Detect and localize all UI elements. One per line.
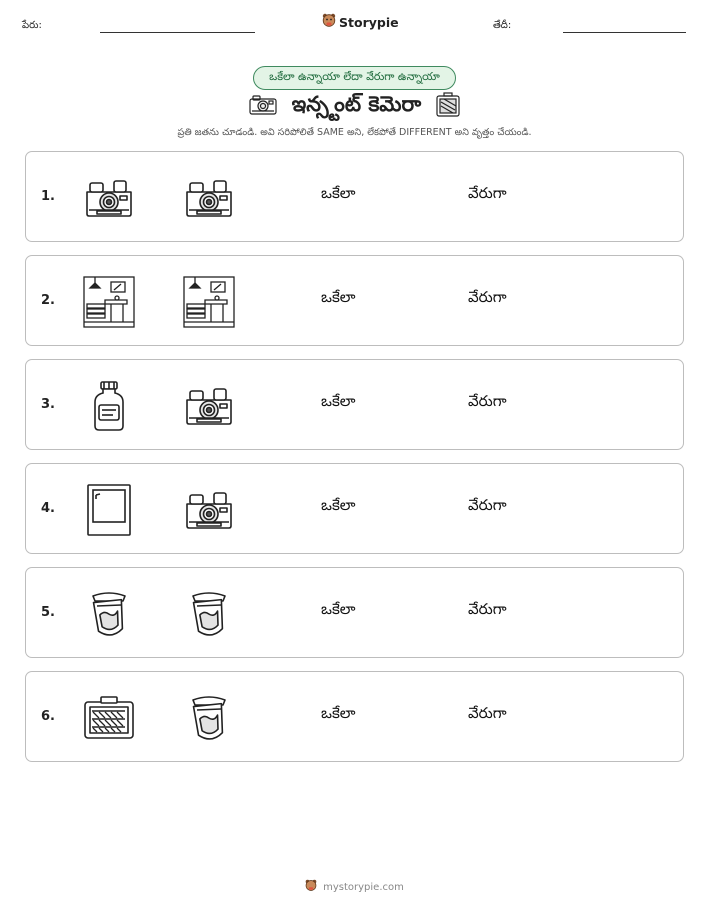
question-number: 6.: [41, 709, 55, 724]
question-row: [25, 671, 684, 762]
darkroom-scene-icon: [181, 274, 237, 330]
brand-name: Storypie: [339, 15, 399, 30]
different-option[interactable]: వేరుగా: [468, 704, 507, 722]
film-pack-icon: [81, 690, 137, 746]
question-number: 1.: [41, 189, 55, 204]
different-option[interactable]: వేరుగా: [468, 184, 507, 202]
question-row: [25, 255, 684, 346]
question-row: [25, 151, 684, 242]
instant-camera-icon: [181, 378, 237, 434]
instant-photo-frame-icon: [81, 482, 137, 538]
instant-camera-icon: [181, 170, 237, 226]
same-option[interactable]: ఒకేలా: [321, 704, 356, 722]
instant-camera-icon: [181, 482, 237, 538]
question-row: [25, 359, 684, 450]
footer: [0, 879, 709, 895]
instant-camera-icon: [81, 170, 137, 226]
question-row: [25, 567, 684, 658]
same-option[interactable]: ఒకేలా: [321, 392, 356, 410]
same-option[interactable]: ఒకేలా: [321, 184, 356, 202]
different-option[interactable]: వేరుగా: [468, 288, 507, 306]
brand: [322, 13, 399, 32]
different-option[interactable]: వేరుగా: [468, 496, 507, 514]
title-row: [0, 92, 709, 122]
same-option[interactable]: ఒకేలా: [321, 496, 356, 514]
date-label: తేదీ:: [493, 20, 512, 31]
name-label: పేరు:: [22, 20, 42, 31]
chemical-bottle-icon: [81, 378, 137, 434]
developer-pouch-icon: [181, 690, 237, 746]
activity-tag-text: ఒకేలా ఉన్నాయా లేదా వేరుగా ఉన్నాయా: [269, 70, 440, 83]
title-camera-icon: [248, 93, 278, 121]
instructions: ప్రతి జతను చూడండి. అవి సరిపోలితే SAME అని, లేకపోతే DIFFERENT అని వృత్తం చేయండి.: [177, 127, 532, 138]
page-title: ఇన్స్టంట్ కెమెరా: [291, 92, 422, 116]
developer-pouch-icon: [81, 586, 137, 642]
question-number: 2.: [41, 293, 55, 308]
footer-url[interactable]: mystorypie.com: [323, 881, 404, 893]
developer-pouch-icon: [181, 586, 237, 642]
question-number: 3.: [41, 397, 55, 412]
name-write-line[interactable]: [100, 32, 255, 33]
title-film-pack-icon: [435, 92, 461, 122]
same-option[interactable]: ఒకేలా: [321, 600, 356, 618]
question-row: [25, 463, 684, 554]
question-number: 5.: [41, 605, 55, 620]
footer-logo-icon: [305, 879, 317, 895]
darkroom-scene-icon: [81, 274, 137, 330]
date-write-line[interactable]: [563, 32, 686, 33]
activity-tag: [253, 66, 456, 90]
different-option[interactable]: వేరుగా: [468, 600, 507, 618]
different-option[interactable]: వేరుగా: [468, 392, 507, 410]
question-number: 4.: [41, 501, 55, 516]
storypie-logo-icon: [322, 13, 336, 32]
same-option[interactable]: ఒకేలా: [321, 288, 356, 306]
